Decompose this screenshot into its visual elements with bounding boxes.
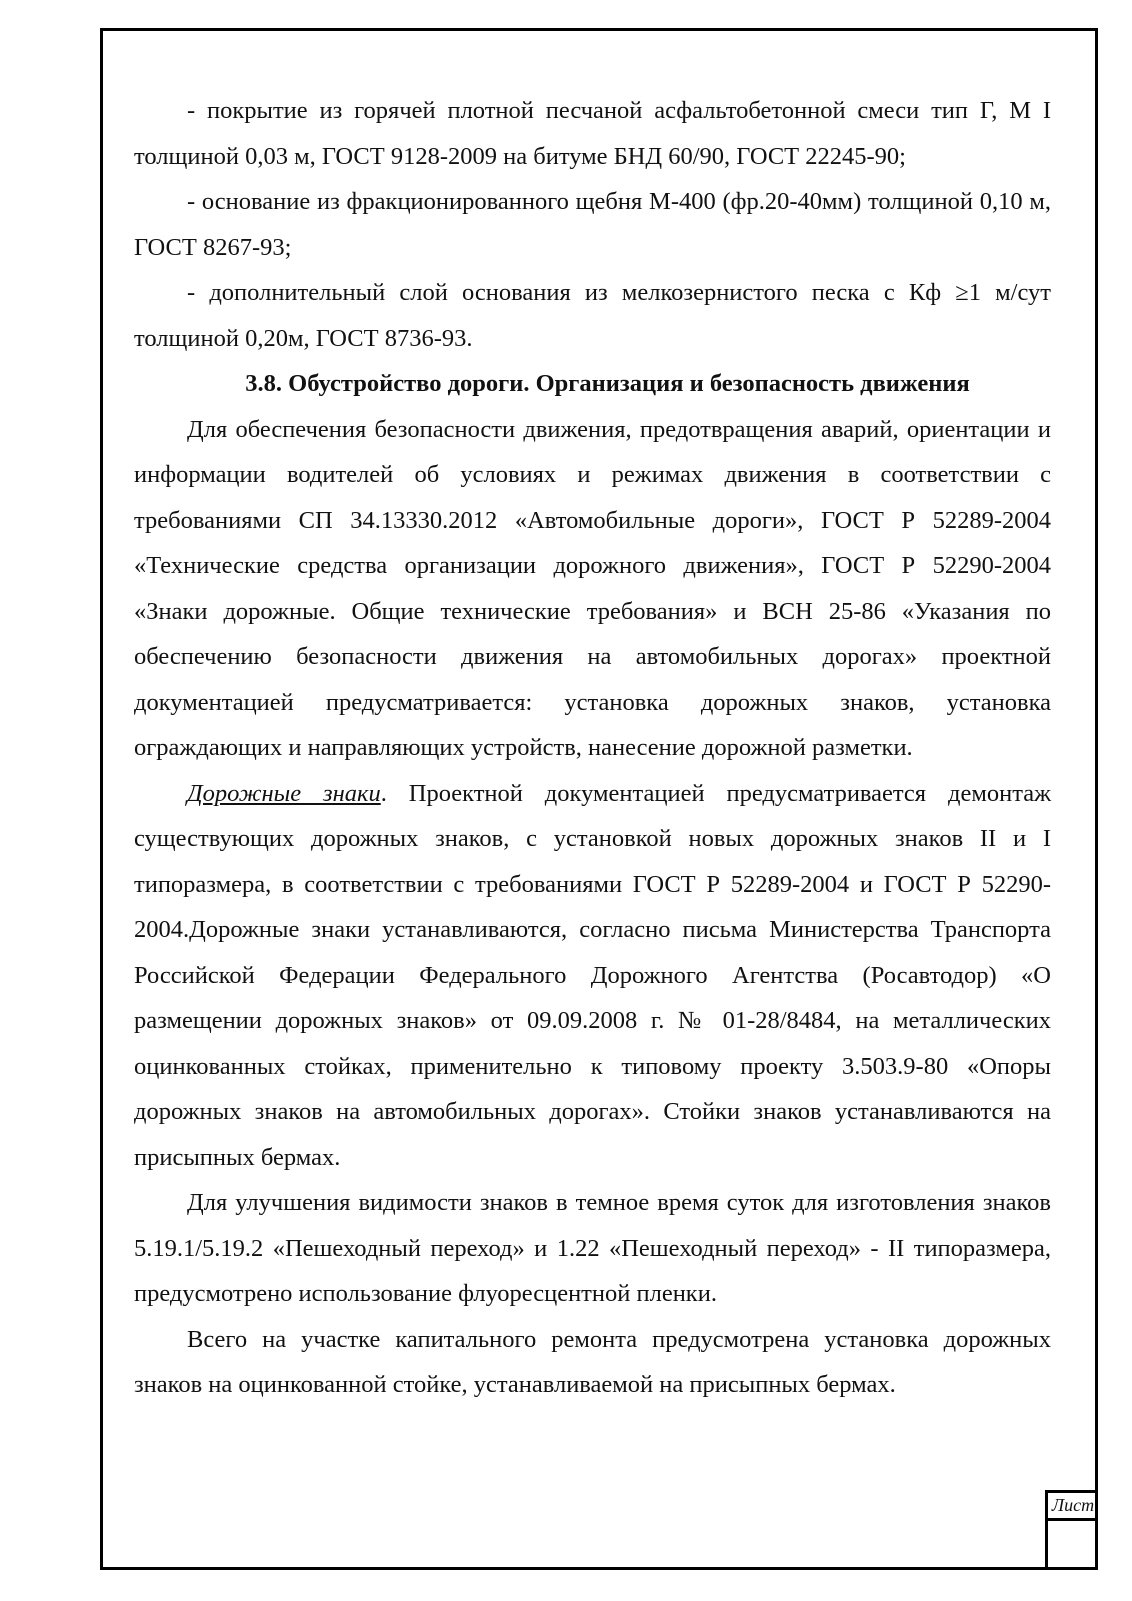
paragraph-base-layer: - основание из фракционированного щебня М-400 (фр.20-40мм) толщиной 0,10 м, ГОСТ 8267-93; [134,188,1051,261]
paragraph-road-signs [134,771,1051,1181]
road-signs-term: Дорожные знаки [187,779,381,807]
paragraph-sand-layer: - дополнительный слой основания из мелкозернистого песка с Кф ≥1 м/сут толщиной 0,20м, ГОСТ 8736-93. [134,279,1051,352]
paragraph-asphalt-layer: - покрытие из горячей плотной песчаной асфальтобетонной смеси тип Г, М I толщиной 0,03 м, ГОСТ 9128-2009 на битуме БНД 60/90, ГОСТ 22245-90; [134,97,1051,170]
paragraph-visibility: Для улучшения видимости знаков в темное время суток для изготовления знаков 5.19.1/5.19.2 «Пешеходный переход» и 1.22 «Пешеходный переход» - II типоразмера, предусмотрено использование флуоресцентной пленки. [134,1189,1051,1307]
paragraph-total: Всего на участке капитального ремонта предусмотрена установка дорожных знаков на оцинкованной стойке, устанавливаемой на присыпных бермах. [134,1325,1051,1398]
road-signs-text: . Проектной документацией предусматривается демонтаж существующих дорожных знаков, с установкой новых дорожных знаков II и I типоразмера, в соответствии с требованиями ГОСТ Р 52289-2004 и ГОСТ Р 52290-2004.Дорожные знаки устанавливаются, согласно письма Министерства Транспорта Российской Федерации Федерального Дорожного Агентства (Росавтодор) «О размещении дорожных знаков» от 09.09.2008 г. № 01-28/8484, на металлических оцинкованных стойках, применительно к типовому проекту 3.503.9-80 «Опоры дорожных знаков на автомобильных дорогах». Стойки знаков устанавливаются на присыпных бермах. [134,779,1052,1171]
document-body [134,88,1051,1408]
paragraph-road-safety: Для обеспечения безопасности движения, предотвращения аварий, ориентации и информации водителей об условиях и режимах движения в соответствии с требованиями СП 34.13330.2012 «Автомобильные дороги», ГОСТ Р 52289-2004 «Технические средства организации дорожного движения», ГОСТ Р 52290-2004 «Знаки дорожные. Общие технические требования» и ВСН 25-86 «Указания по обеспечению безопасности движения на автомобильных дорогах» проектной документацией предусматривается: установка дорожных знаков, установка ограждающих и направляющих устройств, нанесение дорожной разметки. [134,415,1051,761]
sheet-label: Лист [1048,1493,1098,1521]
section-heading: 3.8. Обустройство дороги. Организация и безопасность движения [245,370,970,397]
sheet-number-box [1045,1490,1098,1570]
